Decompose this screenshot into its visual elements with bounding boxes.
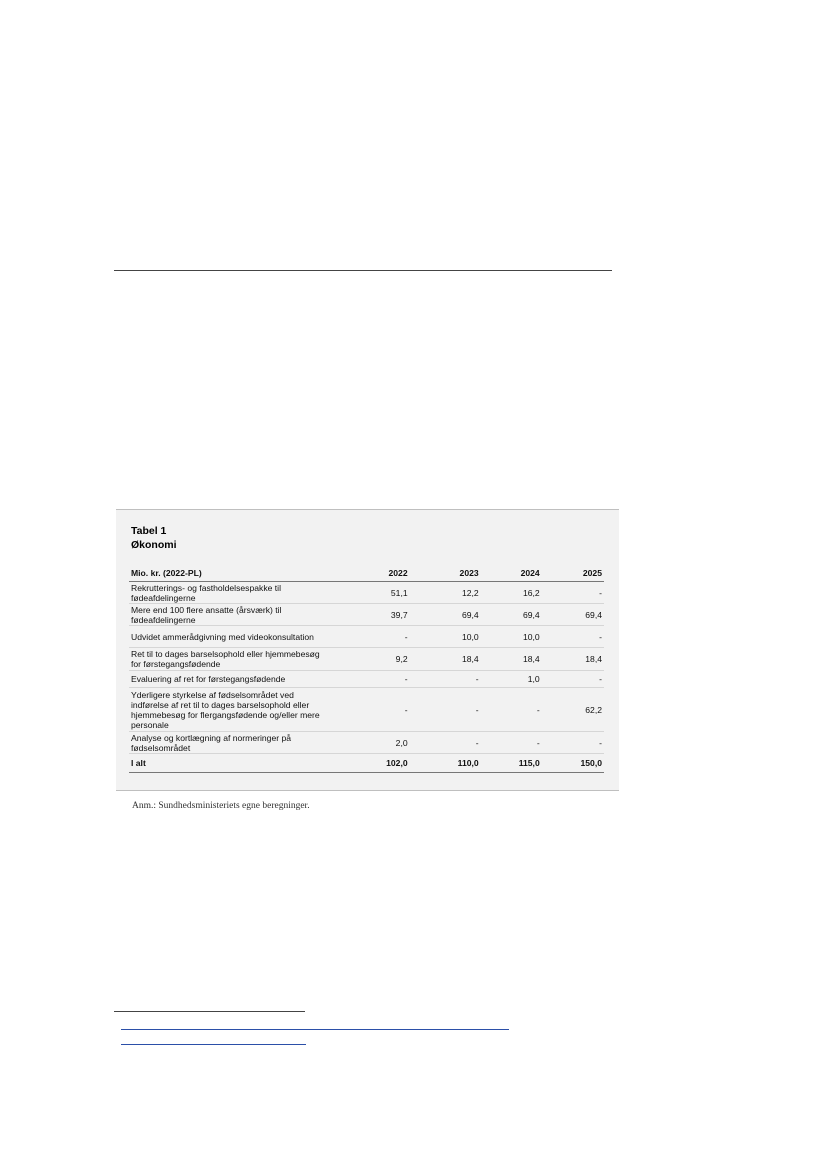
cell-value: 69,4	[420, 604, 481, 626]
cell-value: -	[420, 732, 481, 754]
cell-value: 69,4	[481, 604, 542, 626]
cell-value: -	[542, 671, 604, 688]
cell-value: 10,0	[420, 626, 481, 648]
table-total-row	[129, 754, 604, 773]
cell-value: 69,4	[542, 604, 604, 626]
cell-value: 1,0	[481, 671, 542, 688]
column-header-2022: 2022	[333, 565, 420, 582]
table-row	[129, 604, 604, 626]
cell-value: 10,0	[481, 626, 542, 648]
cell-value: 18,4	[420, 648, 481, 671]
row-label: Mere end 100 flere ansatte (årsværk) til fødeafdelingerne	[129, 604, 333, 626]
row-label: Evaluering af ret for førstegangsfødende	[129, 671, 333, 688]
cell-value: -	[333, 671, 420, 688]
row-label: Ret til to dages barselsophold eller hjemmebesøg for førstegangsfødende	[129, 648, 333, 671]
table-subtitle: Økonomi	[131, 539, 177, 551]
total-label: I alt	[129, 754, 333, 773]
column-header-2024: 2024	[481, 565, 542, 582]
footnote-link-underline[interactable]	[121, 1029, 509, 1030]
table-row	[129, 732, 604, 754]
cell-value: -	[420, 688, 481, 732]
cell-value: -	[481, 688, 542, 732]
section-divider	[114, 270, 612, 271]
footnote-separator	[114, 1011, 305, 1012]
cell-value: 39,7	[333, 604, 420, 626]
cell-value: -	[333, 626, 420, 648]
table-row	[129, 671, 604, 688]
total-value: 115,0	[481, 754, 542, 773]
table-note: Anm.: Sundhedsministeriets egne beregninger.	[132, 801, 310, 811]
cell-value: -	[333, 688, 420, 732]
column-header-2025: 2025	[542, 565, 604, 582]
economy-table	[129, 565, 604, 773]
table-row	[129, 648, 604, 671]
total-value: 150,0	[542, 754, 604, 773]
table-row	[129, 688, 604, 732]
row-label: Udvidet ammerådgivning med videokonsultation	[129, 626, 333, 648]
cell-value: -	[542, 732, 604, 754]
cell-value: 62,2	[542, 688, 604, 732]
footnote-link-underline[interactable]	[121, 1044, 306, 1045]
row-label: Rekrutterings- og fastholdelsespakke til fødeafdelingerne	[129, 582, 333, 604]
cell-value: 16,2	[481, 582, 542, 604]
cell-value: 18,4	[542, 648, 604, 671]
total-value: 110,0	[420, 754, 481, 773]
cell-value: -	[420, 671, 481, 688]
cell-value: 12,2	[420, 582, 481, 604]
table-row	[129, 626, 604, 648]
table-title: Tabel 1	[131, 525, 167, 537]
table-row	[129, 582, 604, 604]
cell-value: 18,4	[481, 648, 542, 671]
cell-value: -	[542, 626, 604, 648]
cell-value: -	[481, 732, 542, 754]
cell-value: 51,1	[333, 582, 420, 604]
cell-value: 9,2	[333, 648, 420, 671]
row-label: Analyse og kortlægning af normeringer på fødselsområdet	[129, 732, 333, 754]
cell-value: -	[542, 582, 604, 604]
row-label: Yderligere styrkelse af fødselsområdet ved indførelse af ret til to dages barselsophold eller hjemmebesøg for flergangsfødende og/eller mere personale	[129, 688, 333, 732]
column-header-2023: 2023	[420, 565, 481, 582]
cell-value: 2,0	[333, 732, 420, 754]
total-value: 102,0	[333, 754, 420, 773]
column-header-unit: Mio. kr. (2022-PL)	[129, 565, 333, 582]
table-header-row	[129, 565, 604, 582]
